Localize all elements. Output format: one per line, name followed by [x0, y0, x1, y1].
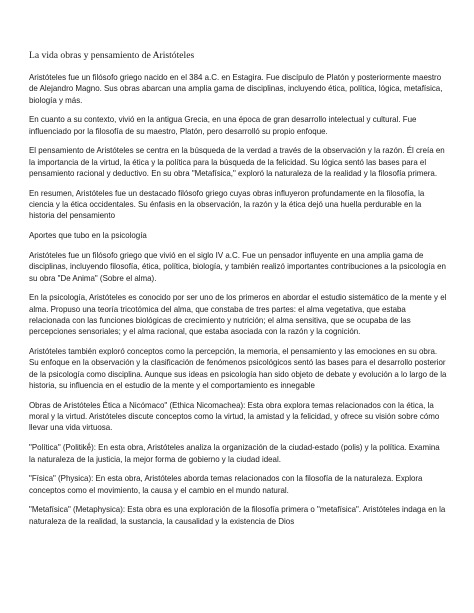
document-body — [29, 50, 447, 536]
section-heading: Aportes que tubo en la psicología — [29, 231, 147, 241]
paragraph-intro-4: En resumen, Aristóteles fue un destacado filósofo griego cuyas obras influyeron profundamente en la filosofía, la ciencia y la ética occidentales. Su énfasis en la observación, la razón y la ética dejó una huella perdurable en la historia del pensamiento — [29, 188, 425, 221]
paragraph-psychology-2: En la psicología, Aristóteles es conocido por ser uno de los primeros en abordar el estudio sistemático de la mente y el alma. Propuso una teoría tricotómica del alma, que constaba de tres partes: el alma vegetativa, que estaba relacionada con las funciones biológicas de crecimiento y nutrición; el alma sensitiva, que se ocupaba de las percepciones sensoriales; y el alma racional, que estaba asociada con la razón y la cognición. — [29, 293, 447, 337]
paragraph-intro-3: El pensamiento de Aristóteles se centra en la búsqueda de la verdad a través de la observación y la razón. Él creía en la importancia de la virtud, la ética y la política para la búsqueda de la felicidad. Su lógica sentó las bases para el pensamiento racional y deductivo. En su obra "Metafísica," exploró la naturaleza de la realidad y la filosofía primera. — [29, 146, 445, 179]
paragraph-works-metafisica: "Metafísica" (Metaphysica): Esta obra es una exploración de la filosofía primera o "metafísica". Aristóteles indaga en la naturaleza de la realidad, la sustancia, la causalidad y la existencia de Dios — [29, 505, 446, 526]
paragraph-intro-2: En cuanto a su contexto, vivió en la antigua Grecia, en una época de gran desarrollo intelectual y cultural. Fue influenciado por la filosofía de su maestro, Platón, pero desarrolló su propio enfoque. — [29, 115, 417, 136]
paragraph-works-politica: "Política" (Politikḗ): En esta obra, Aristóteles analiza la organización de la ciudad-estado (polis) y la política. Examina la naturaleza de la justicia, la mejor forma de gobierno y la ciudad ideal. — [29, 443, 440, 464]
paragraph-works-etica: Obras de Aristóteles Ética a Nicómaco" (Ethica Nicomachea): Esta obra explora temas relacionados con la ética, la moral y la virtud. Aristóteles discute conceptos como la virtud, la amistad y la felicidad, y ofrece su visión sobre cómo llevar una vida virtuosa. — [29, 400, 440, 433]
paragraph-psychology-1: Aristóteles fue un filósofo griego que vivió en el siglo IV a.C. Fue un pensador influyente en una amplia gama de disciplinas, incluyendo filosofía, ética, política, biología, y también realizó importantes contribuciones a la psicología en su obra "De Anima" (Sobre el alma). — [29, 251, 446, 283]
paragraph-psychology-3: Aristóteles también exploró conceptos como la percepción, la memoria, el pensamiento y las emociones en su obra. Su enfoque en la observación y la clasificación de fenómenos psicológicos sentó las bases para el desarrollo posterior de la psicología como disciplina. Aunque sus ideas en psicología han sido objeto de debate y evolución a lo largo de la historia, su influencia en el estudio de la mente y el comportamiento es innegable — [29, 347, 447, 391]
document-title: La vida obras y pensamiento de Aristóteles — [29, 50, 195, 61]
paragraph-works-fisica: "Física" (Physica): En esta obra, Aristóteles aborda temas relacionados con la filosofía de la naturaleza. Explora conceptos como el movimiento, la causa y el cambio en el mundo natural. — [29, 474, 423, 495]
paragraph-intro-1: Aristóteles fue un filósofo griego nacido en el 384 a.C. en Estagira. Fue discípulo de Platón y posteriormente maestro de Alejandro Magno. Sus obras abarcan una amplia gama de disciplinas, incluyendo ética, política, lógica, metafísica, biología y más. — [29, 73, 443, 105]
